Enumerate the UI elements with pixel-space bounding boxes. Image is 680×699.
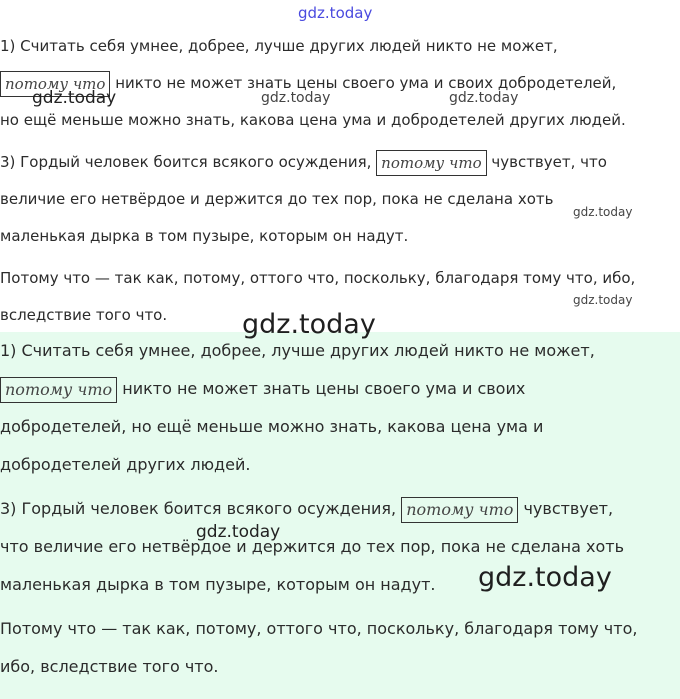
- text-block-highlighted: [0, 332, 680, 699]
- sentence-1-line-2-text: никто не может знать цены своего ума и своих: [117, 379, 526, 398]
- sentence-3-line-2: величие его нетвёрдое и держится до тех пор, пока не сделана хоть: [0, 190, 554, 208]
- conjunction-box: потому что: [0, 377, 117, 403]
- watermark: gdz.today: [573, 205, 633, 219]
- conjunction-box: потому что: [376, 150, 486, 176]
- synonyms-line-2: ибо, вследствие того что.: [0, 657, 219, 676]
- sentence-3-line-3: маленькая дырка в том пузыре, которым он надут.: [0, 227, 409, 245]
- sentence-1-line-2: [0, 370, 680, 408]
- sentence-1-line-1: 1) Считать себя умнее, добрее, лучше других людей никто не может,: [0, 341, 595, 360]
- sentence-1-line-1: 1) Считать себя умнее, добрее, лучше других людей никто не может,: [0, 37, 558, 55]
- sentence-3-line-1: [0, 144, 680, 181]
- synonyms-line-1: Потому что — так как, потому, оттого что, поскольку, благодаря тому что,: [0, 619, 638, 638]
- synonyms-line-1: Потому что — так как, потому, оттого что, поскольку, благодаря тому что, ибо,: [0, 269, 636, 287]
- watermark: gdz.today: [449, 90, 519, 106]
- watermark: gdz.today: [196, 522, 281, 542]
- sentence-1-line-2-text: никто не может знать цены своего ума и своих добродетелей,: [110, 74, 617, 92]
- watermark: gdz.today: [573, 293, 633, 307]
- sentence-3-line-1-post: чувствует, что: [486, 153, 607, 171]
- conjunction-box: потому что: [401, 497, 518, 523]
- sentence-3-line-1-pre: 3) Гордый человек боится всякого осуждения,: [0, 499, 402, 518]
- sentence-3-line-2: что величие его нетвёрдое и держится до тех пор, пока не сделана хоть: [0, 537, 624, 556]
- watermark-large: gdz.today: [242, 309, 376, 340]
- watermark-top: gdz.today: [298, 4, 373, 22]
- watermark-large: gdz.today: [478, 562, 612, 593]
- sentence-3-line-1: [0, 490, 680, 528]
- sentence-1-line-4: добродетелей других людей.: [0, 455, 251, 474]
- conjunction-box: потому что: [0, 71, 110, 97]
- watermark: gdz.today: [32, 88, 117, 108]
- sentence-3-line-3: маленькая дырка в том пузыре, которым он надут.: [0, 575, 436, 594]
- sentence-3-line-1-pre: 3) Гордый человек боится всякого осуждения,: [0, 153, 377, 171]
- sentence-3-line-1-post: чувствует,: [518, 499, 614, 518]
- text-block-plain: [0, 28, 680, 334]
- synonyms-line-2: вследствие того что.: [0, 306, 168, 324]
- watermark: gdz.today: [261, 90, 331, 106]
- sentence-1-line-3: добродетелей, но ещё меньше можно знать, какова цена ума и: [0, 417, 544, 436]
- sentence-1-line-3: но ещё меньше можно знать, какова цена ума и добродетелей других людей.: [0, 111, 626, 129]
